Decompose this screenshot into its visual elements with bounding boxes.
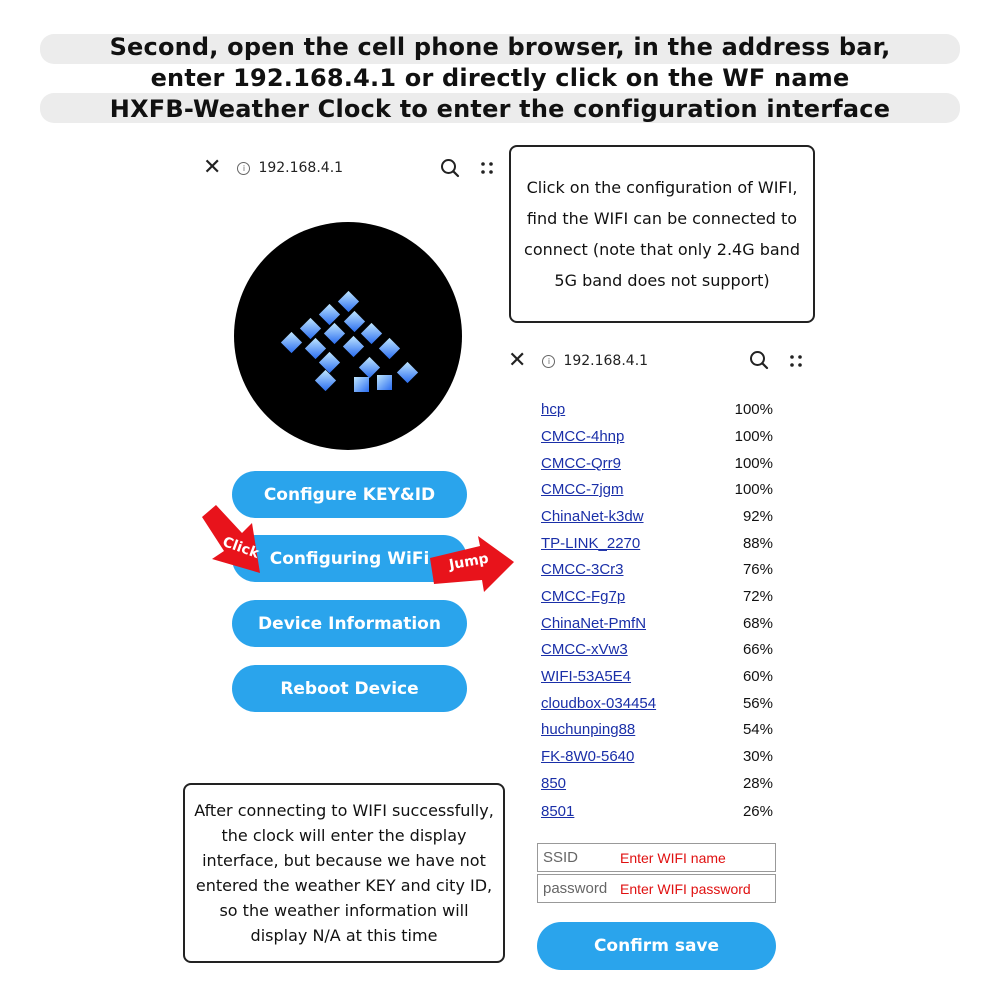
result-note (183, 783, 505, 963)
wifi-name-link[interactable]: 850 (541, 775, 567, 792)
wifi-list-item[interactable] (541, 668, 781, 690)
wifi-list-item[interactable] (541, 748, 781, 770)
wifi-name-link[interactable]: ChinaNet-k3dw (541, 508, 644, 525)
click-label: Click (220, 534, 262, 562)
wifi-list-item[interactable] (541, 588, 781, 610)
header-line-2: enter 192.168.4.1 or directly click on the WF name (150, 64, 850, 92)
jump-label: Jump (447, 550, 490, 574)
device-information-button[interactable]: Device Information (232, 600, 467, 647)
wifi-name-link[interactable]: WIFI-53A5E4 (541, 668, 632, 685)
wifi-signal: 76% (742, 561, 773, 578)
wifi-signal: 30% (742, 748, 773, 765)
right-address-bar (508, 346, 648, 376)
close-icon[interactable]: ✕ (203, 155, 222, 180)
wifi-list-item[interactable] (541, 803, 781, 825)
note-line: entered the weather KEY and city ID, (195, 876, 493, 895)
left-address-bar (203, 153, 343, 183)
wifi-signal: 26% (742, 803, 773, 820)
note-line: After connecting to WIFI successfully, (194, 801, 494, 820)
wifi-signal: 56% (742, 695, 773, 712)
wifi-instruction-note (509, 145, 815, 323)
wifi-signal: 92% (742, 508, 773, 525)
wifi-list-item[interactable] (541, 695, 781, 717)
wifi-list-item[interactable] (541, 615, 781, 637)
note-line: display N/A at this time (250, 926, 438, 945)
wifi-list-item[interactable] (541, 428, 781, 450)
wifi-signal: 100% (734, 401, 773, 418)
note-line: Click on the configuration of WIFI, (526, 178, 798, 197)
note-line: find the WIFI can be connected to (526, 209, 798, 228)
ssid-field[interactable] (537, 843, 776, 872)
wifi-list-item[interactable] (541, 401, 781, 423)
wifi-signal: 100% (734, 428, 773, 445)
note-line: connect (note that only 2.4G band (524, 240, 800, 259)
wifi-signal: 88% (742, 535, 773, 552)
header-line-3: HXFB-Weather Clock to enter the configuration interface (109, 95, 891, 123)
confirm-save-button[interactable]: Confirm save (537, 922, 776, 970)
reboot-device-button[interactable]: Reboot Device (232, 665, 467, 712)
wifi-name-link[interactable]: CMCC-3Cr3 (541, 561, 624, 578)
info-icon: i (542, 355, 555, 368)
right-address-text[interactable]: 192.168.4.1 (563, 353, 649, 369)
header-line-1: Second, open the cell phone browser, in the address bar, (109, 33, 891, 61)
wifi-signal: 68% (742, 615, 773, 632)
search-icon[interactable] (440, 158, 460, 178)
password-label: password (543, 880, 608, 897)
wifi-signal: 54% (742, 721, 773, 738)
wifi-name-link[interactable]: CMCC-Fg7p (541, 588, 626, 605)
logo-tiles-icon (234, 222, 462, 450)
close-icon[interactable]: ✕ (508, 348, 527, 373)
wifi-signal: 60% (742, 668, 773, 685)
wifi-list-item[interactable] (541, 561, 781, 583)
wifi-signal: 66% (742, 641, 773, 658)
wifi-signal: 28% (742, 775, 773, 792)
wifi-list-item[interactable] (541, 481, 781, 503)
info-icon: i (237, 162, 250, 175)
wifi-name-link[interactable]: hcp (541, 401, 566, 418)
wifi-name-link[interactable]: cloudbox-034454 (541, 695, 657, 712)
wifi-signal: 100% (734, 455, 773, 472)
wifi-name-link[interactable]: FK-8W0-5640 (541, 748, 635, 765)
wifi-list-item[interactable] (541, 455, 781, 477)
menu-dots-icon[interactable] (788, 353, 804, 369)
note-line: interface, but because we have not (202, 851, 486, 870)
note-line: the clock will enter the display (221, 826, 467, 845)
configuring-wifi-button[interactable]: Configuring WiFi (232, 535, 467, 582)
wifi-name-link[interactable]: CMCC-Qrr9 (541, 455, 621, 472)
wifi-list-item[interactable] (541, 721, 781, 743)
wifi-signal: 100% (734, 481, 773, 498)
password-field[interactable] (537, 874, 776, 903)
device-logo (234, 222, 462, 450)
wifi-list-item[interactable] (541, 535, 781, 557)
ssid-placeholder: Enter WIFI name (620, 849, 726, 866)
wifi-name-link[interactable]: TP-LINK_2270 (541, 535, 641, 552)
configure-key-id-button[interactable]: Configure KEY&ID (232, 471, 467, 518)
wifi-name-link[interactable]: ChinaNet-PmfN (541, 615, 647, 632)
ssid-label: SSID (543, 849, 579, 866)
wifi-name-link[interactable]: huchunping88 (541, 721, 636, 738)
wifi-list-item[interactable] (541, 508, 781, 530)
wifi-list-item[interactable] (541, 641, 781, 663)
note-line: so the weather information will (219, 901, 469, 920)
left-address-text[interactable]: 192.168.4.1 (258, 160, 344, 176)
search-icon[interactable] (749, 350, 769, 370)
wifi-name-link[interactable]: CMCC-7jgm (541, 481, 624, 498)
wifi-name-link[interactable]: CMCC-xVw3 (541, 641, 628, 658)
wifi-name-link[interactable]: CMCC-4hnp (541, 428, 625, 445)
wifi-signal: 72% (742, 588, 773, 605)
note-line: 5G band does not support) (554, 271, 770, 290)
menu-dots-icon[interactable] (479, 160, 495, 176)
wifi-list-item[interactable] (541, 775, 781, 797)
wifi-name-link[interactable]: 8501 (541, 803, 575, 820)
password-placeholder: Enter WIFI password (620, 880, 751, 897)
